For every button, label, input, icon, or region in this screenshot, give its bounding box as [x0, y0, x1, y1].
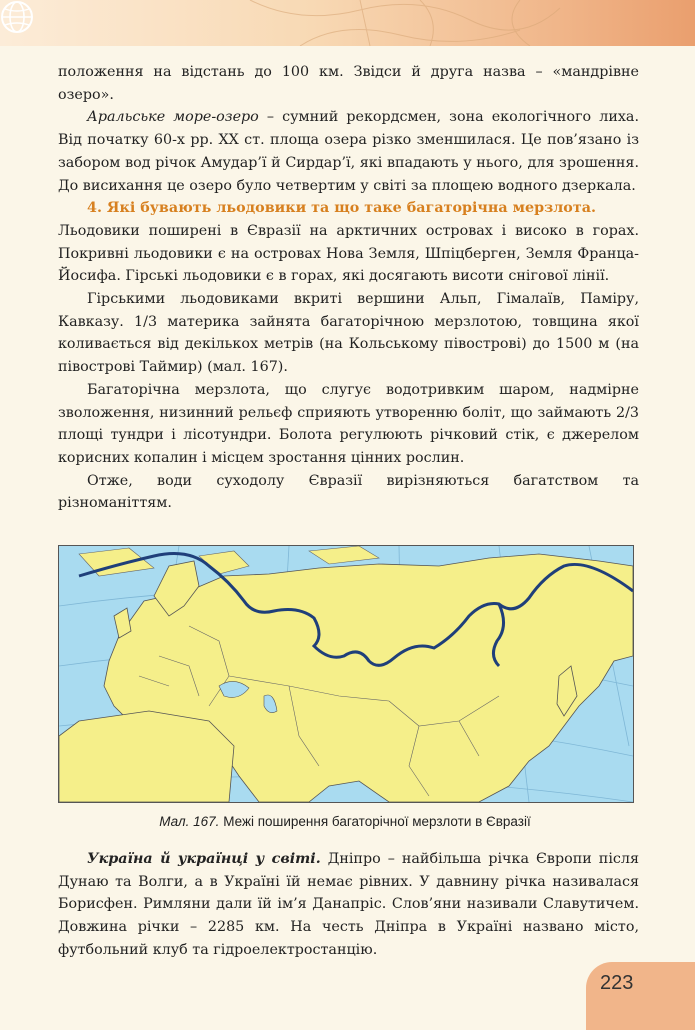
paragraph: положення на відстань до 100 км. Звідси й друга назва – «мандрівне озеро». [58, 64, 639, 103]
globe-icon [0, 0, 34, 34]
paragraph: Отже, води суходолу Євразії вирізняються багатством та різноманіттям. [58, 472, 639, 512]
africa-land [59, 711, 234, 802]
page-number: 223 [600, 972, 634, 994]
aral-title: Аральське море-озеро [87, 109, 259, 126]
paragraph-aral [58, 106, 639, 197]
sidebar-title: Україна й українці у світі. [87, 851, 321, 867]
paragraph: Гірськими льодовиками вкриті вершини Альп, Гімалаїв, Паміру, Кавказу. 1/3 материка зайнята багаторічною мерзлотою, товщина якої коливається від декількох метрів (на Кольському півострові) до 1500 м (на півострові Таймир) (мал. 167). [58, 291, 639, 376]
sidebar-note [58, 848, 639, 962]
figure-label: Мал. 167. [159, 814, 220, 829]
paragraph: Багаторічна мерзлота, що слугує водотривким шаром, надмірне зволоження, низинний рельєф сприяють утворенню боліт, що займають 2/3 площі тундри і лісотундри. Болота регулюють річковий стік, є джерелом корисних копалин і місцем зростання цінних рослин. [58, 381, 639, 466]
sidebar-text: Дніпро – найбільша річка Європи після Дунаю та Волги, а в Україні їй немає рівних. У давнину річка називалася Борисфен. Римляни дали їй ім’я Данапріс. Слов’яни називали Славутичем. Довжина річки – 2285 км. На честь Дніпра в Україні названо місто, футбольний клуб та гідроелектростанцію. [58, 851, 639, 958]
figure-caption [58, 814, 632, 829]
permafrost-map [58, 545, 634, 803]
body-text [58, 61, 639, 515]
sidebar-paragraph [58, 848, 639, 962]
aral-text: – сумний рекордсмен, зона екологічного лиха. Від початку 60-х рр. XX ст. площа озера різко зменшилася. Це пов’язано із забором вод річок Амудар’ї й Сирдар’ї, які впадають у нього, для зрошення. До висихання це озеро було четвертим у світі за площею водного дзеркала. [58, 109, 639, 194]
decorative-map-pattern [0, 0, 695, 46]
header-band [0, 0, 695, 46]
eurasia-map-image [59, 546, 633, 802]
section-heading: 4. Які бувають льодовики та що таке багаторічна мерзлота. [87, 200, 596, 217]
paragraph: Льодовики поширені в Євразії на арктичних островах і високо в горах. Покривні льодовики є на островах Нова Земля, Шпіцберген, Земля Франца-Йосифа. Гірські льодовики є в горах, які досягають висоти снігової лінії. [58, 222, 639, 285]
figure-caption-text: Межі поширення багаторічної мерзлоти в Євразії [223, 814, 531, 829]
